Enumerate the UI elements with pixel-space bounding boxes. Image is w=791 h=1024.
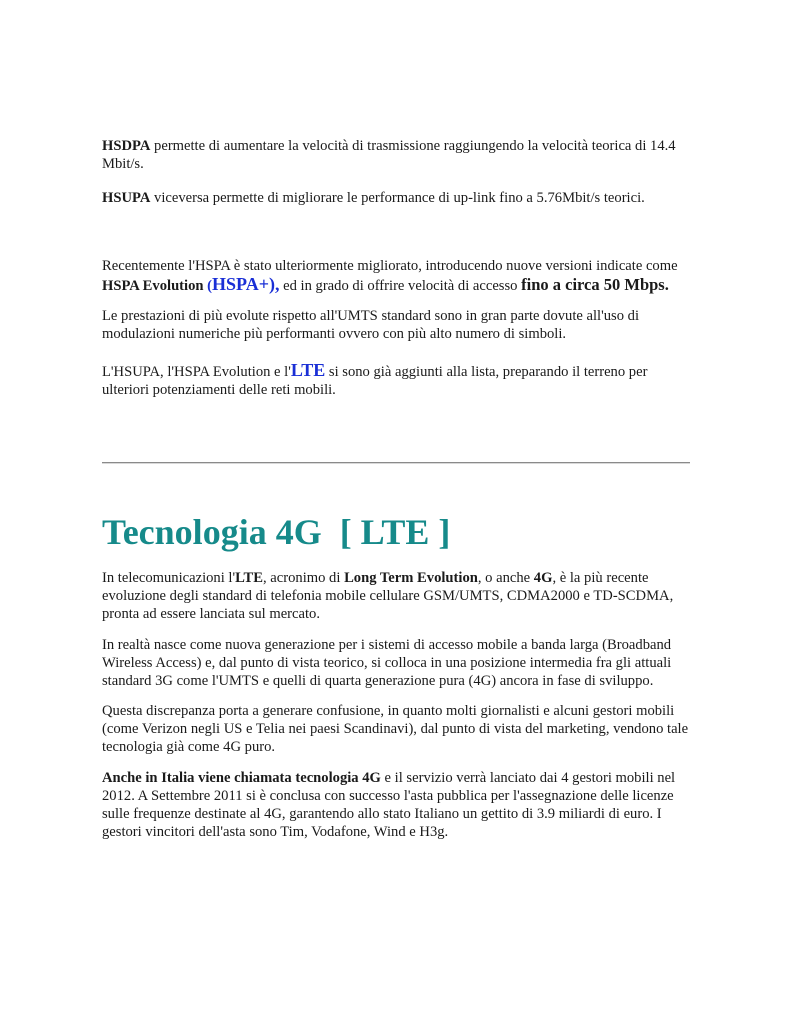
hspa-plus-term: HSPA+),	[212, 274, 280, 294]
prestazioni-paragraph	[102, 307, 692, 343]
realta-paragraph	[102, 636, 692, 690]
lte-term: LTE	[290, 360, 326, 380]
hspa-evolution-term: HSPA Evolution	[102, 278, 204, 294]
discrepanza-paragraph	[102, 702, 692, 756]
hsupa-term: HSUPA	[102, 190, 151, 206]
hsupa-paragraph	[102, 189, 692, 207]
hspa-evolution-paragraph	[102, 257, 692, 295]
lte-intro-t1: In telecomunicazioni l'	[102, 570, 236, 586]
italia-text: e il servizio verrà lanciato dai 4 gestori mobili nel 2012. A Settembre 2011 si è conclusa con successo l'asta pubblica per l'assegnazione delle licenze sulle frequenze destinate al 4G, garantendo allo stato Italiano un gettito di 3.9 miliardi di euro. I gestori vincitori dell'asta sono Tim, Vodafone, Wind e H3g.	[102, 770, 676, 840]
hsdpa-paragraph	[102, 137, 692, 173]
lte-intro-paragraph	[102, 569, 692, 623]
lte-intro-b1: LTE	[235, 570, 263, 586]
lte-intro-t3: , o anche	[477, 570, 534, 586]
hsdpa-text: permette di aumentare la velocità di trasmissione raggiungendo la velocità teorica di 14.4 Mbit/s.	[102, 138, 676, 172]
prestazioni-text: Le prestazioni di più evolute rispetto all'UMTS standard sono in gran parte dovute all'uso di modulazioni numeriche più performanti ovvero con più alto numero di simboli.	[102, 308, 640, 342]
lte-intro-t4: , è la più recente evoluzione degli standard di telefonia mobile cellulare GSM/UMTS, CDMA2000 e TD-SCDMA, pronta ad essere lanciata sul mercato.	[102, 570, 674, 622]
hsupa-list-before: L'HSUPA, l'HSPA Evolution e l'	[102, 364, 291, 380]
hsdpa-term: HSDPA	[102, 138, 151, 154]
realta-text: In realtà nasce come nuova generazione per i sistemi di accesso mobile a banda larga (Broadband Wireless Access) e, dal punto di vista teorico, si colloca in una posizione intermedia fra gli attuali standard 3G come l'UMTS e quelli di quarta generazione pura (4G) ancora in fase di sviluppo.	[102, 637, 672, 689]
lte-intro-b2: Long Term Evolution	[344, 570, 478, 586]
hsupa-text: viceversa permette di migliorare le performance di up-link fino a 5.76Mbit/s teorici.	[150, 190, 645, 206]
horizontal-divider	[102, 462, 690, 464]
hsupa-list-after: si sono già aggiunti alla lista, preparando il terreno per ulteriori potenziamenti delle reti mobili.	[102, 364, 648, 398]
section-heading: Tecnologia 4G [ LTE ]	[102, 512, 451, 552]
hspa-evolution-intro: Recentemente l'HSPA è stato ulteriormente migliorato, introducendo nuove versioni indicate come	[102, 258, 678, 274]
lte-intro-b3: 4G	[533, 570, 553, 586]
hspa-paren-open: (	[203, 278, 213, 294]
hspa-speed: fino a circa 50 Mbps.	[521, 275, 669, 294]
discrepanza-text: Questa discrepanza porta a generare confusione, in quanto molti giornalisti e alcuni gestori mobili (come Verizon negli US e Telia nei paesi Scandinavi), dal punto di vista del marketing, vendono tale tecnologia già come 4G puro.	[102, 703, 689, 755]
lte-intro-t2: , acronimo di	[263, 570, 345, 586]
italia-bold: Anche in Italia viene chiamata tecnologia 4G	[102, 770, 381, 786]
hspa-evolution-middle: ed in grado di offrire velocità di accesso	[279, 278, 522, 294]
italia-paragraph	[102, 769, 692, 841]
hsupa-list-paragraph	[102, 361, 692, 399]
